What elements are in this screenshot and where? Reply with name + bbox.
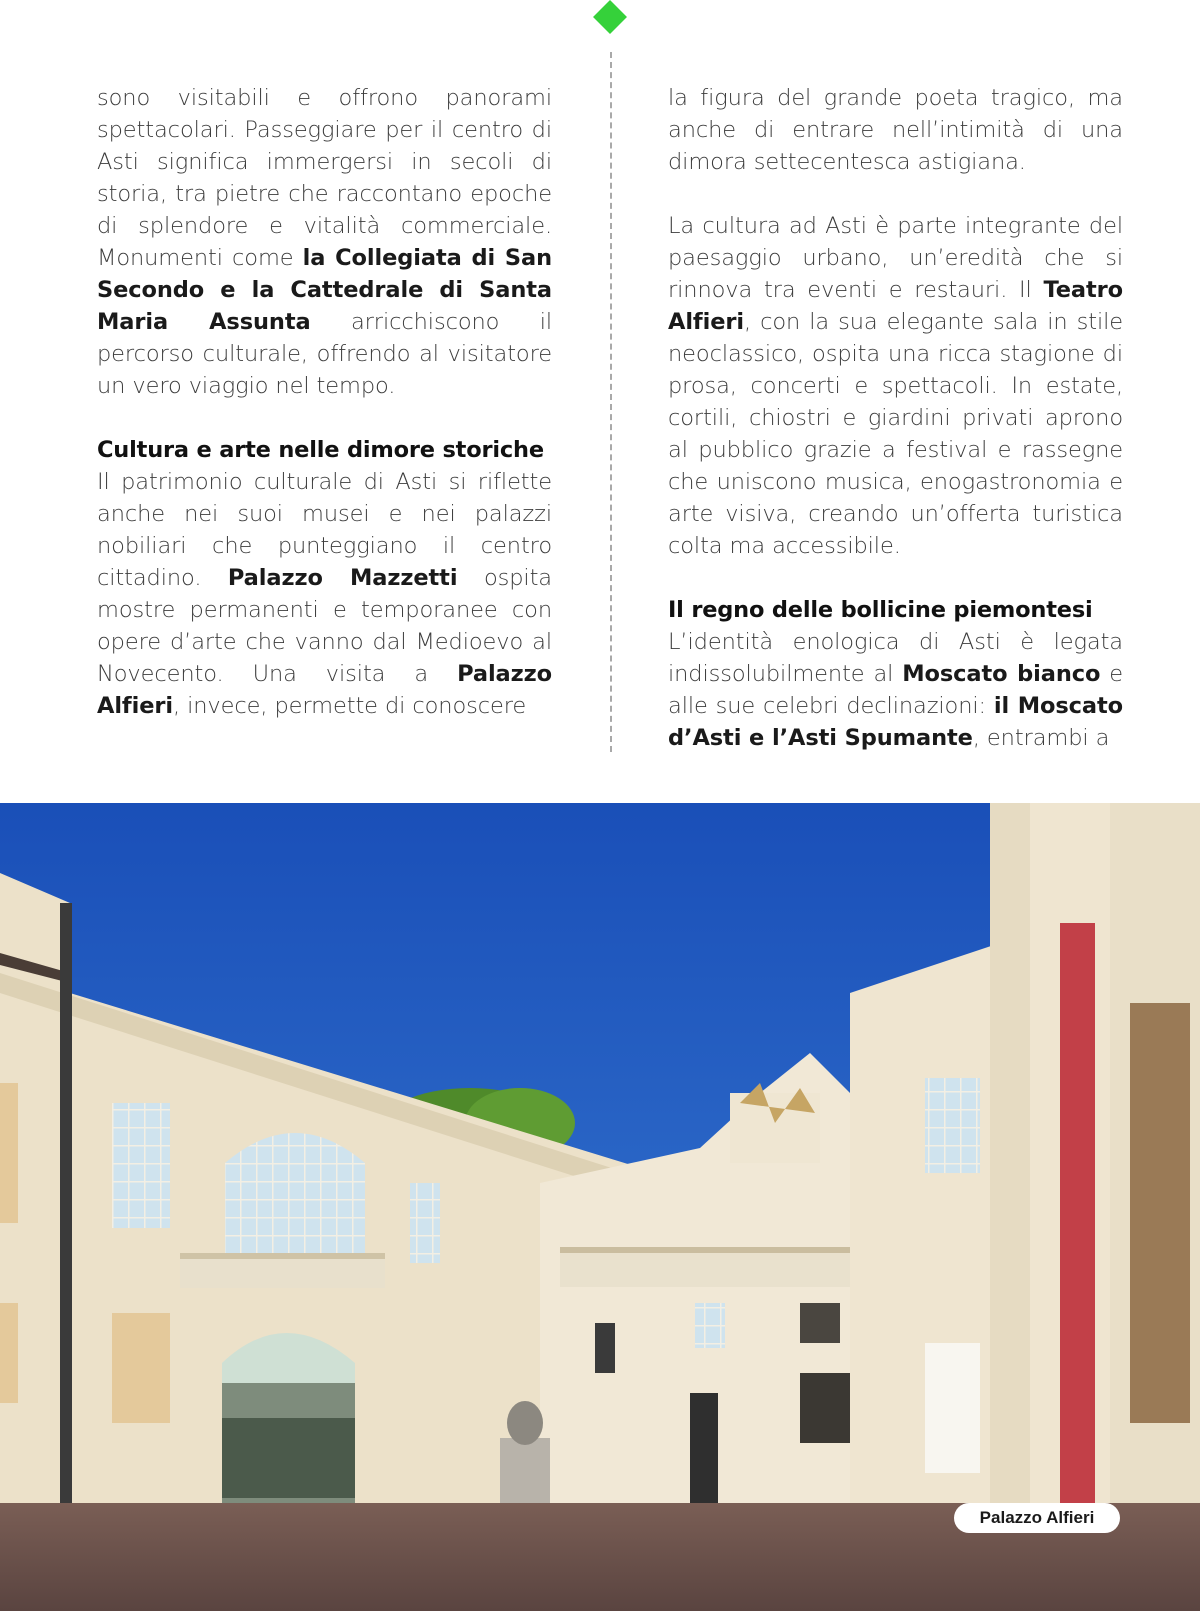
accent-diamond-icon xyxy=(593,0,627,34)
text-span: e alle sue celebri declinazioni: xyxy=(668,661,1123,719)
text-span: sono visitabili e offrono panorami spettacolari. Passeggiare per il centro di Asti significa immergersi in secoli di storia, tra pietre che raccontano epoche di splendore e vitalità commerciale. Monumenti come xyxy=(97,85,552,271)
right-paragraph-1: la figura del grande poeta tragico, ma anche di entrare nell’intimità di una dimora settecentesca astigiana. xyxy=(668,85,1123,175)
section-heading-culture: Cultura e arte nelle dimore storiche xyxy=(97,437,544,463)
bold-span: il Moscato d’Asti e l’Asti Spumante xyxy=(668,693,1124,751)
text-span: ospita mostre permanenti e temporanee con opere d’arte che vanno dal Medioevo al Novecento. Una visita a xyxy=(97,565,552,687)
bold-span: la Collegiata di San Secondo e la Cattedrale di Santa Maria Assunta xyxy=(97,245,552,335)
text-span: Il patrimonio culturale di Asti si riflette anche nei suoi musei e nei palazzi nobiliari che punteggiano il centro cittadino. xyxy=(97,469,552,591)
column-divider xyxy=(610,52,612,752)
text-span: L’identità enologica di Asti è legata indissolubilmente al xyxy=(668,629,1123,687)
bold-span: Palazzo Mazzetti xyxy=(227,565,458,591)
text-span: , invece, permette di conoscere xyxy=(173,693,527,719)
right-paragraph-2 xyxy=(668,210,1123,562)
palazzo-alfieri-photo xyxy=(0,803,1200,1611)
text-span: La cultura ad Asti è parte integrante del paesaggio urbano, un’eredità che si rinnova tra eventi e restauri. Il xyxy=(668,213,1123,303)
bold-span: Teatro Alfieri xyxy=(668,277,1123,335)
right-paragraph-3 xyxy=(668,626,1123,754)
left-paragraph-2 xyxy=(97,466,552,722)
section-heading-wine: Il regno delle bollicine piemontesi xyxy=(668,597,1093,623)
bold-span: Moscato bianco xyxy=(902,661,1101,687)
bold-span: Palazzo Alfieri xyxy=(97,661,552,719)
right-column xyxy=(668,82,1123,754)
left-column xyxy=(97,82,552,722)
text-span: , entrambi a xyxy=(972,725,1110,751)
left-paragraph-1 xyxy=(97,82,552,402)
text-span: arricchiscono il percorso culturale, offrendo al visitatore un vero viaggio nel tempo. xyxy=(97,309,552,399)
text-span: , con la sua elegante sala in stile neoclassico, ospita una ricca stagione di prosa, concerti e spettacoli. In estate, cortili, chiostri e giardini privati aprono al pubblico grazie a festival e rassegne che uniscono musica, enogastronomia e arte visiva, creando un’offerta turistica colta ma accessibile. xyxy=(668,309,1123,559)
photo-caption: Palazzo Alfieri xyxy=(954,1503,1120,1533)
